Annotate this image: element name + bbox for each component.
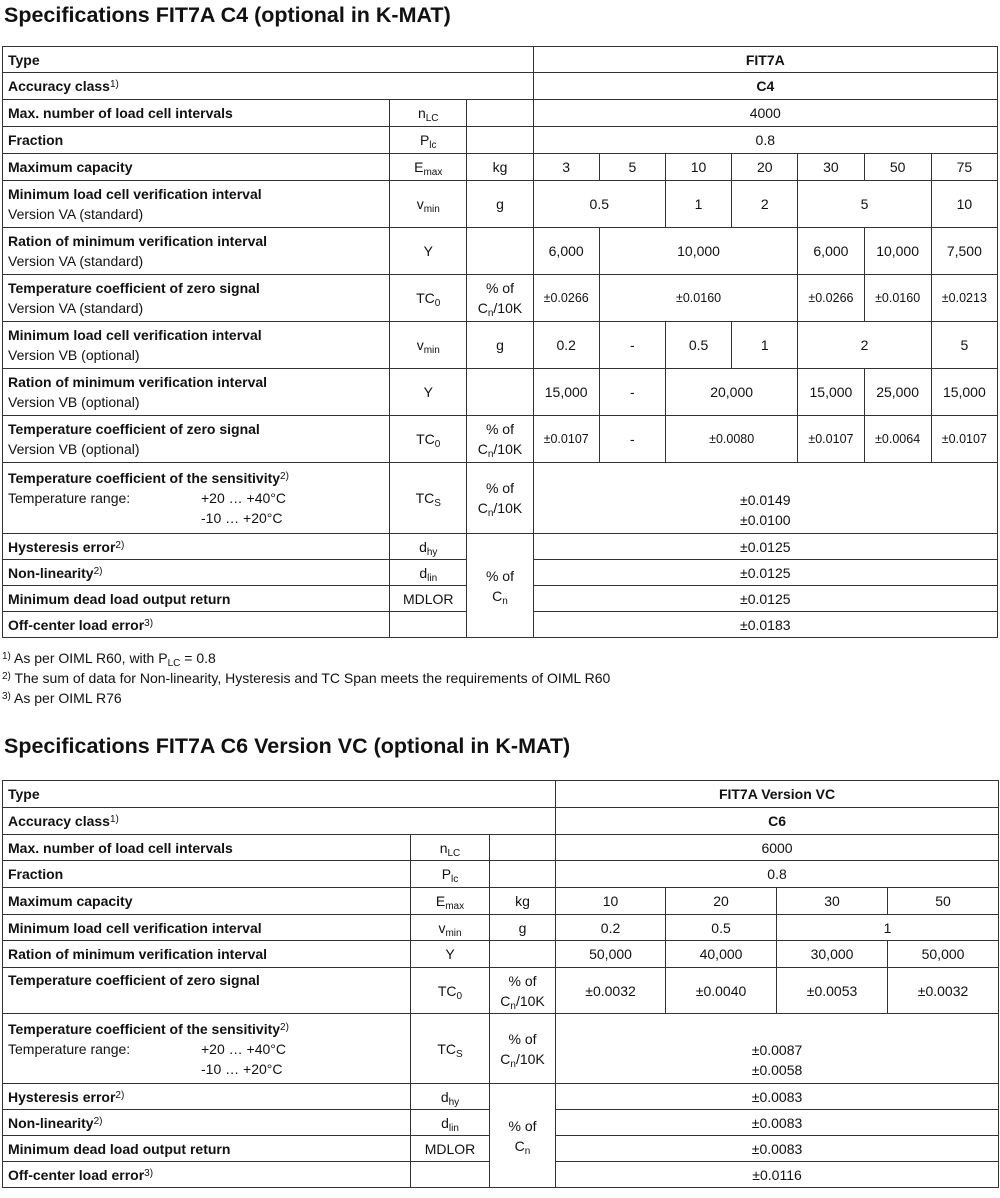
footnote-ref: 2): [115, 1089, 125, 1101]
capacity-symbol: $E_{max}$: [411, 888, 490, 915]
hysteresis-value: ±0.0083: [556, 1084, 999, 1110]
vmin-vb-value: 0.5: [665, 322, 731, 369]
tcs-label: Temperature coefficient of the sensitivity: [8, 470, 281, 486]
vmin-symbol: $v_{min}$: [390, 181, 467, 228]
nonlinearity-label: Non-linearity: [8, 564, 94, 581]
vmin-vb-value: 1: [732, 322, 798, 369]
table-row: [3, 127, 998, 154]
fraction-label: Fraction: [3, 861, 411, 888]
tc0-va-label-cell: [3, 275, 390, 322]
table-row: [3, 835, 999, 861]
y-value: 50,000: [556, 941, 666, 968]
nlc-value: 4000: [533, 100, 997, 127]
tcs-value: ±0.0100: [740, 512, 791, 528]
vmin-value: 1: [777, 915, 999, 941]
y-symbol: Y: [411, 941, 490, 968]
tc0-va-value: ±0.0213: [931, 275, 997, 322]
table-row: [3, 888, 999, 915]
tc0-va-sublabel: Version VA (standard): [8, 300, 144, 316]
y-va-value: 10,000: [864, 228, 931, 275]
type-value: FIT7A Version VC: [556, 781, 999, 808]
offcenter-value: ±0.0183: [533, 612, 997, 638]
capacity-label: Maximum capacity: [3, 154, 390, 181]
tc0-value: ±0.0040: [666, 968, 777, 1014]
table-row: [3, 463, 998, 534]
hysteresis-label-cell: [3, 534, 390, 560]
mdlor-label: Minimum dead load output return: [3, 586, 390, 612]
fraction-value: 0.8: [533, 127, 997, 154]
vmin-symbol: $v_{min}$: [390, 322, 467, 369]
tc0-va-value: ±0.0266: [533, 275, 599, 322]
capacity-value: 30: [798, 154, 864, 181]
temp-range-label: Temperature range:: [8, 1040, 131, 1057]
nlc-unit: [490, 835, 556, 861]
vmin-vb-value: -: [599, 322, 665, 369]
y-vb-sublabel: Version VB (optional): [8, 394, 140, 410]
type-value: FIT7A: [533, 47, 997, 73]
table-row: [3, 100, 998, 127]
capacity-value: 5: [599, 154, 665, 181]
tcs-label-cell: [3, 463, 390, 534]
hysteresis-value: ±0.0125: [533, 534, 997, 560]
tc0-unit: % of $C_n/10K$: [490, 968, 556, 1014]
tcs-symbol: $TC_S$: [411, 1014, 490, 1084]
y-vb-label-cell: [3, 369, 390, 416]
nonlinearity-label: Non-linearity: [8, 1114, 94, 1131]
fraction-value: 0.8: [556, 861, 999, 888]
nonlinearity-symbol: $d_{lin}$: [390, 560, 467, 586]
tcs-symbol: $TC_S$: [390, 463, 467, 534]
type-label: Type: [3, 47, 534, 73]
table-row: [3, 369, 998, 416]
tc0-vb-label: Temperature coefficient of zero signal: [8, 421, 260, 437]
temp-range-label: Temperature range:: [8, 490, 131, 506]
y-value: 40,000: [666, 941, 777, 968]
nlc-value: 6000: [556, 835, 999, 861]
hysteresis-symbol: $d_{hy}$: [390, 534, 467, 560]
y-unit: [490, 941, 556, 968]
table-row: [3, 322, 998, 369]
offcenter-value: ±0.0116: [556, 1162, 999, 1188]
table-row: [3, 416, 998, 463]
y-value: 50,000: [888, 941, 999, 968]
nlc-label: Max. number of load cell intervals: [3, 835, 411, 861]
y-va-value: 6,000: [533, 228, 599, 275]
vmin-vb-label-cell: [3, 322, 390, 369]
temp-range-1: +20 … +40°C: [201, 1040, 286, 1057]
fraction-label: Fraction: [3, 127, 390, 154]
offcenter-label: Off-center load error: [8, 1166, 145, 1183]
offcenter-symbol: [411, 1162, 490, 1188]
footnote-2: $^{2)}$ The sum of data for Non-linearity, Hysteresis and TC Span meets the requirements of OIML R60: [2, 670, 611, 686]
capacity-unit: kg: [467, 154, 533, 181]
table-row: [3, 275, 998, 322]
vmin-vb-value: 5: [931, 322, 997, 369]
tc0-vb-value: ±0.0107: [931, 416, 997, 463]
hysteresis-symbol: $d_{hy}$: [411, 1084, 490, 1110]
nlc-unit: [467, 100, 533, 127]
tc0-va-value: ±0.0266: [798, 275, 864, 322]
vmin-vb-value: 2: [798, 322, 931, 369]
accuracy-class-label: Accuracy class: [8, 813, 110, 829]
table-row: [3, 154, 998, 181]
table-row: [3, 915, 999, 941]
capacity-value: 50: [888, 888, 999, 915]
vmin-va-label-cell: [3, 181, 390, 228]
nlc-symbol: $n_{LC}$: [411, 835, 490, 861]
tc0-symbol: $TC_0$: [390, 416, 467, 463]
tc0-vb-value: ±0.0064: [864, 416, 931, 463]
fraction-symbol: $P_{lc}$: [390, 127, 467, 154]
vmin-va-value: 0.5: [533, 181, 665, 228]
vmin-va-value: 10: [931, 181, 997, 228]
tcs-value: ±0.0058: [751, 1062, 803, 1078]
y-symbol: Y: [390, 228, 467, 275]
accuracy-class-cell: [3, 808, 556, 835]
nonlinearity-value: ±0.0125: [533, 560, 997, 586]
y-va-value: 10,000: [599, 228, 798, 275]
table-row: [3, 861, 999, 888]
section-title-c4: Specifications FIT7A C4 (optional in K-MAT): [4, 3, 451, 27]
fraction-unit: [490, 861, 556, 888]
y-unit: [467, 228, 533, 275]
y-vb-value: 20,000: [665, 369, 797, 416]
nonlinearity-label-cell: [3, 1110, 411, 1136]
tc0-label: Temperature coefficient of zero signal: [3, 968, 411, 1014]
footnote-ref: 3): [144, 617, 154, 629]
mdlor-label: Minimum dead load output return: [3, 1136, 411, 1162]
y-vb-value: 15,000: [798, 369, 864, 416]
type-label: Type: [3, 781, 556, 808]
tcs-value: ±0.0149: [740, 492, 791, 508]
vmin-vb-sublabel: Version VB (optional): [8, 347, 140, 363]
tcs-value: ±0.0087: [751, 1042, 803, 1058]
capacity-unit: kg: [490, 888, 556, 915]
capacity-value: 10: [556, 888, 666, 915]
y-unit: [467, 369, 533, 416]
nonlinearity-label-cell: [3, 560, 390, 586]
hysteresis-label-cell: [3, 1084, 411, 1110]
y-va-label: Ration of minimum verification interval: [8, 233, 268, 249]
mdlor-symbol: MDLOR: [390, 586, 467, 612]
tc0-va-value: ±0.0160: [864, 275, 931, 322]
percent-cn-unit: % of $C_n$: [490, 1084, 556, 1188]
vmin-unit: g: [467, 322, 533, 369]
nlc-symbol: $n_{LC}$: [390, 100, 467, 127]
tc0-vb-value: ±0.0107: [798, 416, 864, 463]
vmin-label: Minimum load cell verification interval: [3, 915, 411, 941]
capacity-label: Maximum capacity: [3, 888, 411, 915]
tc0-va-label: Temperature coefficient of zero signal: [8, 280, 260, 296]
table-row: [3, 534, 998, 560]
y-vb-label: Ration of minimum verification interval: [8, 374, 268, 390]
nonlinearity-symbol: $d_{lin}$: [411, 1110, 490, 1136]
hysteresis-label: Hysteresis error: [8, 1088, 116, 1105]
percent-cn-unit: % of $C_n$: [467, 534, 533, 638]
tcs-unit: % of $C_n/10K$: [490, 1014, 556, 1084]
footnote-ref: 2): [280, 1021, 289, 1033]
vmin-value: 0.5: [666, 915, 777, 941]
tc0-value: ±0.0053: [777, 968, 888, 1014]
footnote-ref: 2): [93, 565, 103, 577]
y-va-sublabel: Version VA (standard): [8, 253, 144, 269]
table-row: [3, 73, 998, 100]
footnote-1: $^{1)}$ As per OIML R60, with $P_{LC} = 0.8$: [2, 650, 216, 669]
tcs-unit: % of $C_n/10K$: [467, 463, 533, 534]
table-row: [3, 1084, 999, 1110]
vmin-va-value: 2: [732, 181, 798, 228]
capacity-value: 3: [533, 154, 599, 181]
tc0-vb-value: ±0.0107: [533, 416, 599, 463]
tc0-symbol: $TC_0$: [411, 968, 490, 1014]
offcenter-label-cell: [3, 1162, 411, 1188]
tc0-vb-value: -: [599, 416, 665, 463]
tc0-value: ±0.0032: [888, 968, 999, 1014]
nonlinearity-value: ±0.0083: [556, 1110, 999, 1136]
fraction-unit: [467, 127, 533, 154]
hysteresis-label: Hysteresis error: [8, 538, 116, 555]
y-vb-value: 15,000: [931, 369, 997, 416]
table-row: [3, 781, 999, 808]
capacity-value: 20: [666, 888, 777, 915]
y-vb-value: 15,000: [533, 369, 599, 416]
tcs-label-cell: [3, 1014, 411, 1084]
tc0-unit: % of $C_n/10K$: [467, 416, 533, 463]
capacity-value: 30: [777, 888, 888, 915]
vmin-vb-label: Minimum load cell verification interval: [8, 327, 262, 343]
vmin-value: 0.2: [556, 915, 666, 941]
tc0-symbol: $TC_0$: [390, 275, 467, 322]
tc0-unit: % of $C_n/10K$: [467, 275, 533, 322]
y-vb-value: 25,000: [864, 369, 931, 416]
vmin-va-value: 5: [798, 181, 931, 228]
accuracy-class-label: Accuracy class: [8, 78, 110, 94]
offcenter-label: Off-center load error: [8, 616, 145, 633]
tc0-vb-sublabel: Version VB (optional): [8, 441, 140, 457]
table-row: [3, 808, 999, 835]
table-row: [3, 941, 999, 968]
capacity-value: 10: [665, 154, 731, 181]
capacity-value: 75: [931, 154, 997, 181]
table-row: [3, 47, 998, 73]
footnotes: [2, 648, 610, 708]
accuracy-class-value: C6: [556, 808, 999, 835]
offcenter-symbol: [390, 612, 467, 638]
vmin-unit: g: [490, 915, 556, 941]
tc0-vb-label-cell: [3, 416, 390, 463]
capacity-value: 50: [864, 154, 931, 181]
footnote-3: $^{3)}$ As per OIML R76: [2, 690, 122, 706]
section-title-c6: Specifications FIT7A C6 Version VC (optional in K-MAT): [4, 734, 571, 758]
table-row: [3, 228, 998, 275]
y-vb-value: -: [599, 369, 665, 416]
footnote-ref: 2): [115, 539, 125, 551]
footnote-ref: 3): [144, 1167, 154, 1179]
capacity-symbol: $E_{max}$: [390, 154, 467, 181]
vmin-symbol: $v_{min}$: [411, 915, 490, 941]
footnote-ref: 1): [109, 79, 119, 90]
tc0-va-value: ±0.0160: [599, 275, 798, 322]
vmin-va-value: 1: [665, 181, 731, 228]
y-va-value: 6,000: [798, 228, 864, 275]
vmin-va-sublabel: Version VA (standard): [8, 206, 144, 222]
temp-range-2: -10 … +20°C: [201, 1060, 283, 1077]
footnote-ref: 2): [93, 1115, 103, 1127]
tc0-value: ±0.0032: [556, 968, 666, 1014]
spec-table-c4: [2, 46, 998, 638]
y-va-label-cell: [3, 228, 390, 275]
footnote-ref: 1): [109, 814, 119, 825]
spec-table-c6: [2, 780, 999, 1188]
table-row: [3, 968, 999, 1014]
vmin-vb-value: 0.2: [533, 322, 599, 369]
y-value: 30,000: [777, 941, 888, 968]
capacity-value: 20: [732, 154, 798, 181]
fraction-symbol: $P_{lc}$: [411, 861, 490, 888]
tcs-value-cell: [533, 463, 997, 534]
table-row: [3, 1014, 999, 1084]
mdlor-value: ±0.0083: [556, 1136, 999, 1162]
temp-range-1: +20 … +40°C: [201, 490, 286, 506]
tc0-vb-value: ±0.0080: [665, 416, 797, 463]
y-symbol: Y: [390, 369, 467, 416]
nlc-label: Max. number of load cell intervals: [3, 100, 390, 127]
mdlor-symbol: MDLOR: [411, 1136, 490, 1162]
accuracy-class-cell: [3, 73, 534, 100]
table-row: [3, 181, 998, 228]
temp-range-2: -10 … +20°C: [201, 510, 283, 526]
y-label: Ration of minimum verification interval: [3, 941, 411, 968]
accuracy-class-value: C4: [533, 73, 997, 100]
tcs-label: Temperature coefficient of the sensitivity: [8, 1020, 281, 1037]
tcs-value-cell: [556, 1014, 999, 1084]
y-va-value: 7,500: [931, 228, 997, 275]
vmin-va-label: Minimum load cell verification interval: [8, 186, 262, 202]
offcenter-label-cell: [3, 612, 390, 638]
mdlor-value: ±0.0125: [533, 586, 997, 612]
footnote-ref: 2): [280, 471, 289, 482]
vmin-unit: g: [467, 181, 533, 228]
